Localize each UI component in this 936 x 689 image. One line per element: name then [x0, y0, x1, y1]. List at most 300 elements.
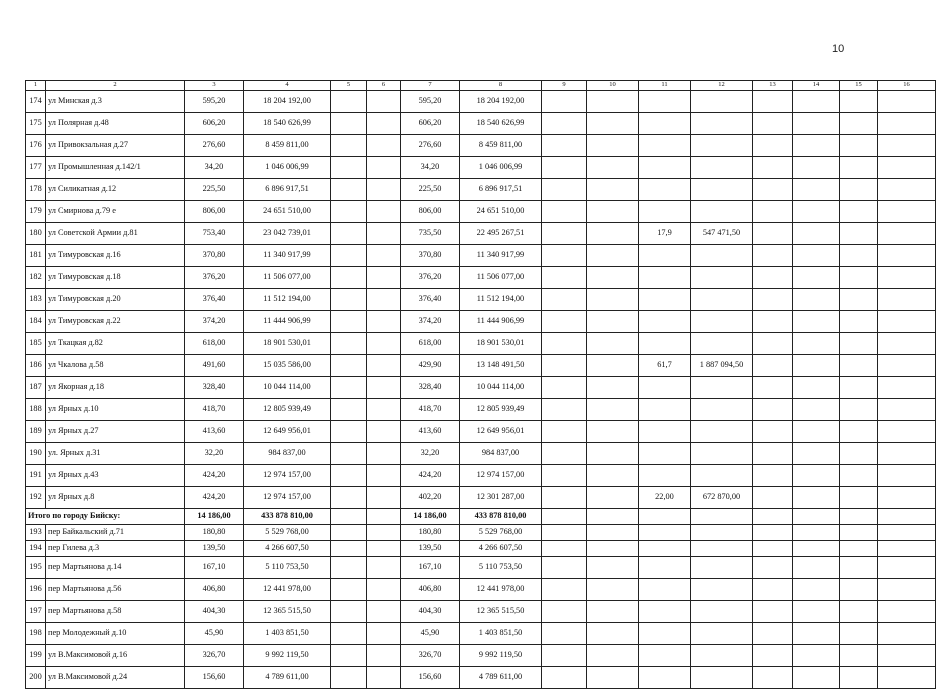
row-number: 175	[26, 113, 46, 135]
table-row	[26, 645, 936, 667]
column-number-11: 11	[639, 81, 691, 91]
empty-cell	[878, 157, 936, 179]
area-cell: 418,70	[401, 399, 460, 421]
empty-cell	[587, 223, 639, 245]
empty-cell	[331, 645, 367, 667]
empty-cell	[367, 245, 401, 267]
empty-cell	[587, 525, 639, 541]
table-row	[26, 157, 936, 179]
empty-cell	[639, 509, 691, 525]
area-cell: 406,80	[401, 579, 460, 601]
area-cell: 735,50	[401, 223, 460, 245]
empty-cell	[367, 223, 401, 245]
empty-cell	[331, 579, 367, 601]
empty-cell	[840, 91, 878, 113]
empty-cell	[753, 377, 793, 399]
column-number-13: 13	[753, 81, 793, 91]
cost-cell: 12 441 978,00	[244, 579, 331, 601]
area-cell: 180,80	[401, 525, 460, 541]
area-cell: 806,00	[185, 201, 244, 223]
empty-cell	[878, 333, 936, 355]
area-cell: 491,60	[185, 355, 244, 377]
empty-cell	[587, 667, 639, 689]
row-number: 185	[26, 333, 46, 355]
address-cell: ул Ярных д.10	[46, 399, 185, 421]
total-area: 14 186,00	[401, 509, 460, 525]
empty-cell	[331, 311, 367, 333]
empty-cell	[542, 245, 587, 267]
empty-cell	[793, 91, 840, 113]
cost-cell	[691, 525, 753, 541]
cost-cell: 13 148 491,50	[460, 355, 542, 377]
empty-cell	[878, 601, 936, 623]
empty-cell	[331, 179, 367, 201]
table-row	[26, 179, 936, 201]
cost-cell: 12 805 939,49	[460, 399, 542, 421]
cost-cell	[691, 267, 753, 289]
cost-cell: 11 506 077,00	[244, 267, 331, 289]
area-cell	[639, 289, 691, 311]
area-cell	[639, 201, 691, 223]
cost-cell: 11 444 906,99	[460, 311, 542, 333]
area-cell: 32,20	[185, 443, 244, 465]
cost-cell	[691, 557, 753, 579]
area-cell: 424,20	[185, 487, 244, 509]
cost-cell	[691, 399, 753, 421]
cost-cell: 12 441 978,00	[460, 579, 542, 601]
empty-cell	[753, 201, 793, 223]
area-cell	[639, 623, 691, 645]
cost-cell: 18 540 626,99	[244, 113, 331, 135]
table-row	[26, 443, 936, 465]
empty-cell	[587, 91, 639, 113]
row-number: 194	[26, 541, 46, 557]
empty-cell	[840, 667, 878, 689]
column-number-8: 8	[460, 81, 542, 91]
cost-cell	[691, 157, 753, 179]
empty-cell	[367, 377, 401, 399]
cost-cell: 12 365 515,50	[460, 601, 542, 623]
area-cell: 376,20	[185, 267, 244, 289]
table-row	[26, 541, 936, 557]
table-row	[26, 579, 936, 601]
empty-cell	[542, 487, 587, 509]
empty-cell	[793, 113, 840, 135]
cost-cell: 22 495 267,51	[460, 223, 542, 245]
address-cell: ул Ярных д.43	[46, 465, 185, 487]
area-cell: 45,90	[401, 623, 460, 645]
empty-cell	[331, 355, 367, 377]
address-cell: пер Мартьянова д.56	[46, 579, 185, 601]
empty-cell	[878, 267, 936, 289]
empty-cell	[793, 579, 840, 601]
cost-cell: 12 649 956,01	[244, 421, 331, 443]
empty-cell	[793, 311, 840, 333]
empty-cell	[367, 623, 401, 645]
area-cell: 376,20	[401, 267, 460, 289]
row-number: 178	[26, 179, 46, 201]
cost-cell: 11 512 194,00	[244, 289, 331, 311]
empty-cell	[753, 399, 793, 421]
area-cell	[639, 179, 691, 201]
empty-cell	[542, 399, 587, 421]
empty-cell	[753, 601, 793, 623]
empty-cell	[793, 179, 840, 201]
empty-cell	[587, 267, 639, 289]
area-cell: 753,40	[185, 223, 244, 245]
area-cell: 406,80	[185, 579, 244, 601]
area-cell: 606,20	[401, 113, 460, 135]
total-row	[26, 509, 936, 525]
cost-cell: 15 035 586,00	[244, 355, 331, 377]
empty-cell	[542, 667, 587, 689]
area-cell	[639, 91, 691, 113]
address-cell: ул Силикатная д.12	[46, 179, 185, 201]
empty-cell	[878, 377, 936, 399]
area-cell	[639, 541, 691, 557]
cost-cell: 1 403 851,50	[460, 623, 542, 645]
cost-cell: 1 046 006,99	[460, 157, 542, 179]
empty-cell	[587, 113, 639, 135]
empty-cell	[331, 541, 367, 557]
cost-cell: 5 110 753,50	[460, 557, 542, 579]
cost-cell: 4 266 607,50	[244, 541, 331, 557]
area-cell: 424,20	[185, 465, 244, 487]
empty-cell	[840, 113, 878, 135]
cost-cell: 8 459 811,00	[244, 135, 331, 157]
row-number: 191	[26, 465, 46, 487]
empty-cell	[793, 135, 840, 157]
column-number-2: 2	[46, 81, 185, 91]
empty-cell	[331, 223, 367, 245]
empty-cell	[542, 267, 587, 289]
row-number: 180	[26, 223, 46, 245]
area-cell	[639, 443, 691, 465]
empty-cell	[753, 557, 793, 579]
empty-cell	[367, 579, 401, 601]
total-cost: 433 878 810,00	[460, 509, 542, 525]
empty-cell	[793, 157, 840, 179]
address-cell: ул В.Максимовой д.16	[46, 645, 185, 667]
empty-cell	[753, 223, 793, 245]
cost-cell: 5 529 768,00	[244, 525, 331, 541]
empty-cell	[542, 579, 587, 601]
address-cell: ул. Ярных д.31	[46, 443, 185, 465]
empty-cell	[587, 179, 639, 201]
address-cell: ул Смирнова д.79 е	[46, 201, 185, 223]
empty-cell	[542, 201, 587, 223]
row-number: 181	[26, 245, 46, 267]
empty-cell	[367, 179, 401, 201]
empty-cell	[367, 311, 401, 333]
cost-cell	[691, 289, 753, 311]
empty-cell	[587, 579, 639, 601]
cost-cell: 1 887 094,50	[691, 355, 753, 377]
empty-cell	[542, 421, 587, 443]
table-row	[26, 557, 936, 579]
area-cell: 22,00	[639, 487, 691, 509]
empty-cell	[367, 333, 401, 355]
row-number: 189	[26, 421, 46, 443]
cost-cell: 1 403 851,50	[244, 623, 331, 645]
cost-cell: 9 992 119,50	[460, 645, 542, 667]
empty-cell	[793, 509, 840, 525]
row-number: 177	[26, 157, 46, 179]
empty-cell	[793, 443, 840, 465]
total-cost: 433 878 810,00	[244, 509, 331, 525]
cost-cell: 984 837,00	[244, 443, 331, 465]
cost-cell: 24 651 510,00	[244, 201, 331, 223]
empty-cell	[793, 377, 840, 399]
cost-cell	[691, 333, 753, 355]
empty-cell	[367, 667, 401, 689]
row-number: 174	[26, 91, 46, 113]
cost-cell	[691, 201, 753, 223]
address-cell: ул Минская д.3	[46, 91, 185, 113]
address-cell: ул В.Максимовой д.24	[46, 667, 185, 689]
empty-cell	[587, 601, 639, 623]
empty-cell	[793, 289, 840, 311]
page-number: 10	[832, 43, 845, 55]
area-cell	[639, 377, 691, 399]
empty-cell	[878, 311, 936, 333]
table-row	[26, 399, 936, 421]
empty-cell	[793, 525, 840, 541]
cost-cell: 9 992 119,50	[244, 645, 331, 667]
empty-cell	[840, 311, 878, 333]
empty-cell	[542, 525, 587, 541]
area-cell: 139,50	[401, 541, 460, 557]
empty-cell	[331, 333, 367, 355]
empty-cell	[840, 421, 878, 443]
row-number: 187	[26, 377, 46, 399]
empty-cell	[367, 443, 401, 465]
empty-cell	[878, 399, 936, 421]
row-number: 182	[26, 267, 46, 289]
empty-cell	[878, 113, 936, 135]
table-row	[26, 113, 936, 135]
area-cell	[639, 645, 691, 667]
address-cell: ул Ткацкая д.82	[46, 333, 185, 355]
empty-cell	[878, 421, 936, 443]
empty-cell	[331, 135, 367, 157]
empty-cell	[840, 525, 878, 541]
table-row	[26, 267, 936, 289]
empty-cell	[542, 91, 587, 113]
empty-cell	[753, 355, 793, 377]
area-cell: 618,00	[185, 333, 244, 355]
empty-cell	[878, 91, 936, 113]
row-number: 197	[26, 601, 46, 623]
area-cell: 225,50	[401, 179, 460, 201]
housing-register-table	[25, 80, 936, 689]
empty-cell	[753, 311, 793, 333]
empty-cell	[542, 509, 587, 525]
row-number: 196	[26, 579, 46, 601]
empty-cell	[878, 487, 936, 509]
row-number: 198	[26, 623, 46, 645]
empty-cell	[878, 465, 936, 487]
cost-cell	[691, 377, 753, 399]
address-cell: ул Тимуровская д.18	[46, 267, 185, 289]
empty-cell	[840, 245, 878, 267]
area-cell: 32,20	[401, 443, 460, 465]
empty-cell	[331, 601, 367, 623]
empty-cell	[331, 509, 367, 525]
empty-cell	[753, 421, 793, 443]
empty-cell	[793, 487, 840, 509]
column-number-9: 9	[542, 81, 587, 91]
area-cell: 167,10	[401, 557, 460, 579]
empty-cell	[587, 355, 639, 377]
row-number: 199	[26, 645, 46, 667]
cost-cell	[691, 623, 753, 645]
empty-cell	[793, 557, 840, 579]
column-number-5: 5	[331, 81, 367, 91]
empty-cell	[840, 377, 878, 399]
empty-cell	[878, 509, 936, 525]
area-cell: 374,20	[401, 311, 460, 333]
area-cell: 424,20	[401, 465, 460, 487]
empty-cell	[793, 245, 840, 267]
empty-cell	[331, 421, 367, 443]
empty-cell	[840, 645, 878, 667]
empty-cell	[840, 487, 878, 509]
empty-cell	[367, 91, 401, 113]
area-cell: 156,60	[185, 667, 244, 689]
empty-cell	[587, 201, 639, 223]
empty-cell	[840, 623, 878, 645]
empty-cell	[753, 443, 793, 465]
cost-cell: 5 529 768,00	[460, 525, 542, 541]
address-cell: ул Тимуровская д.22	[46, 311, 185, 333]
cost-cell: 547 471,50	[691, 223, 753, 245]
empty-cell	[587, 157, 639, 179]
empty-cell	[753, 289, 793, 311]
area-cell: 806,00	[401, 201, 460, 223]
row-number: 186	[26, 355, 46, 377]
empty-cell	[793, 223, 840, 245]
empty-cell	[587, 311, 639, 333]
area-cell: 276,60	[401, 135, 460, 157]
empty-cell	[753, 623, 793, 645]
empty-cell	[878, 541, 936, 557]
cost-cell: 11 512 194,00	[460, 289, 542, 311]
empty-cell	[331, 623, 367, 645]
cost-cell: 12 974 157,00	[460, 465, 542, 487]
area-cell	[639, 421, 691, 443]
cost-cell: 24 651 510,00	[460, 201, 542, 223]
table-row	[26, 135, 936, 157]
area-cell	[639, 245, 691, 267]
address-cell: пер Мартьянова д.14	[46, 557, 185, 579]
empty-cell	[367, 487, 401, 509]
row-number: 184	[26, 311, 46, 333]
table-row	[26, 201, 936, 223]
empty-cell	[367, 465, 401, 487]
table-row	[26, 333, 936, 355]
empty-cell	[367, 289, 401, 311]
cost-cell: 11 444 906,99	[244, 311, 331, 333]
empty-cell	[331, 113, 367, 135]
area-cell	[639, 579, 691, 601]
empty-cell	[840, 157, 878, 179]
area-cell	[639, 557, 691, 579]
empty-cell	[367, 541, 401, 557]
area-cell: 225,50	[185, 179, 244, 201]
table-row	[26, 311, 936, 333]
cost-cell: 8 459 811,00	[460, 135, 542, 157]
area-cell: 404,30	[401, 601, 460, 623]
cost-cell	[691, 245, 753, 267]
row-number: 193	[26, 525, 46, 541]
cost-cell: 23 042 739,01	[244, 223, 331, 245]
cost-cell	[691, 601, 753, 623]
empty-cell	[691, 509, 753, 525]
empty-cell	[367, 201, 401, 223]
cost-cell: 12 805 939,49	[244, 399, 331, 421]
table-row	[26, 355, 936, 377]
empty-cell	[840, 579, 878, 601]
empty-cell	[587, 135, 639, 157]
empty-cell	[542, 377, 587, 399]
empty-cell	[542, 223, 587, 245]
area-cell	[639, 333, 691, 355]
empty-cell	[878, 443, 936, 465]
empty-cell	[587, 623, 639, 645]
empty-cell	[587, 557, 639, 579]
empty-cell	[367, 525, 401, 541]
empty-cell	[840, 223, 878, 245]
empty-cell	[840, 443, 878, 465]
empty-cell	[793, 645, 840, 667]
cost-cell: 1 046 006,99	[244, 157, 331, 179]
area-cell	[639, 135, 691, 157]
table-row	[26, 289, 936, 311]
cost-cell	[691, 667, 753, 689]
empty-cell	[367, 399, 401, 421]
empty-cell	[840, 399, 878, 421]
empty-cell	[840, 201, 878, 223]
area-cell: 404,30	[185, 601, 244, 623]
address-cell: пер Байкальский д.71	[46, 525, 185, 541]
cost-cell	[691, 465, 753, 487]
area-cell: 618,00	[401, 333, 460, 355]
area-cell: 167,10	[185, 557, 244, 579]
address-cell: ул Чкалова д.58	[46, 355, 185, 377]
column-number-12: 12	[691, 81, 753, 91]
table-row	[26, 667, 936, 689]
address-cell: пер Молодежный д.10	[46, 623, 185, 645]
empty-cell	[331, 289, 367, 311]
cost-cell: 10 044 114,00	[460, 377, 542, 399]
empty-cell	[331, 245, 367, 267]
area-cell: 595,20	[401, 91, 460, 113]
cost-cell	[691, 541, 753, 557]
cost-cell: 12 974 157,00	[244, 487, 331, 509]
area-cell: 326,70	[185, 645, 244, 667]
empty-cell	[840, 333, 878, 355]
column-number-16: 16	[878, 81, 936, 91]
area-cell: 328,40	[401, 377, 460, 399]
empty-cell	[793, 465, 840, 487]
empty-cell	[331, 377, 367, 399]
column-number-10: 10	[587, 81, 639, 91]
cost-cell: 6 896 917,51	[244, 179, 331, 201]
address-cell: ул Привокзальная д.27	[46, 135, 185, 157]
area-cell	[639, 399, 691, 421]
empty-cell	[587, 487, 639, 509]
